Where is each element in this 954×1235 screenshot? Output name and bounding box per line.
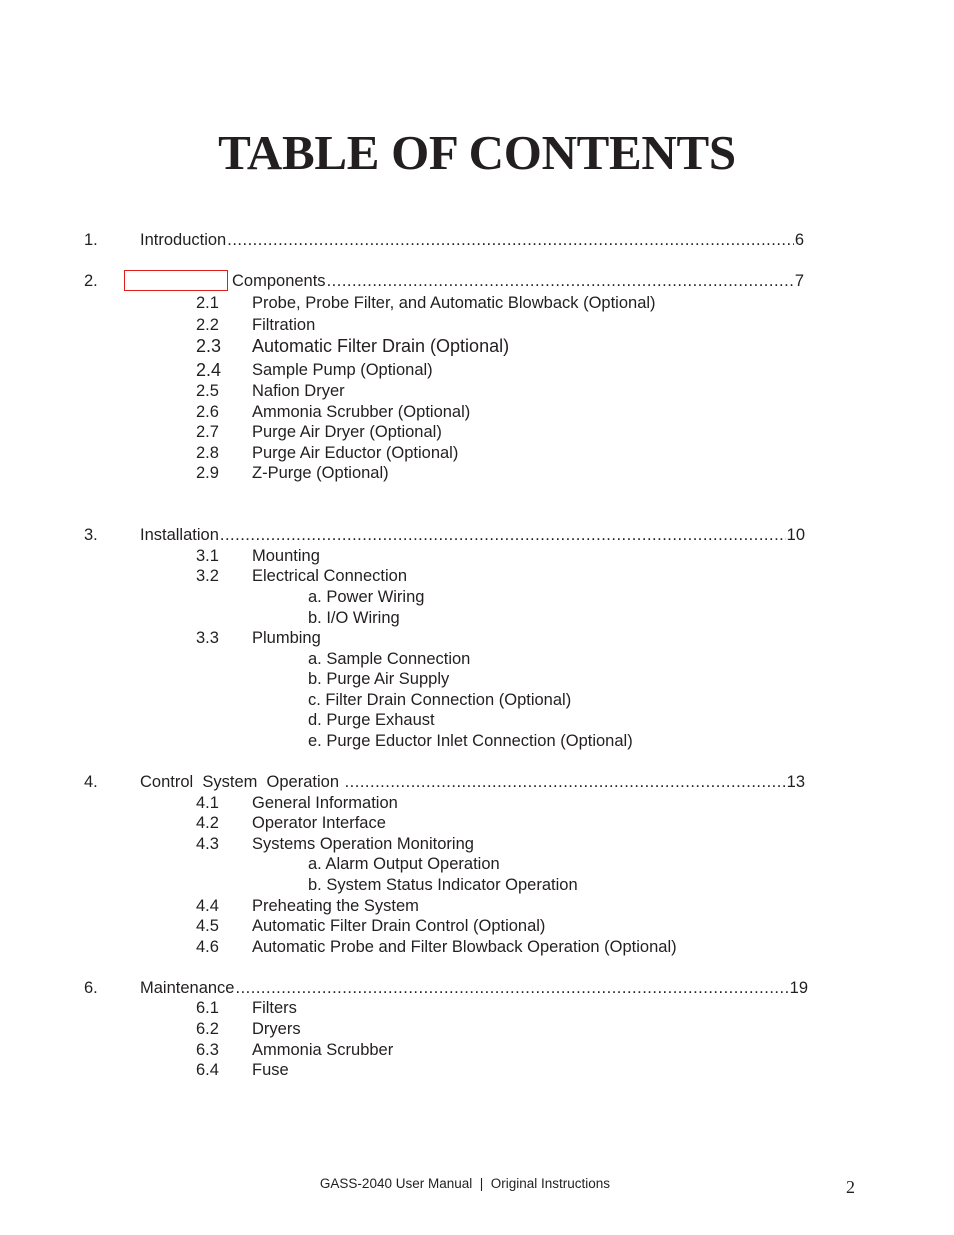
subsection-label: Ammonia Scrubber (Optional) bbox=[252, 403, 471, 421]
subsection-label: Ammonia Scrubber bbox=[252, 1041, 394, 1059]
dot-leader bbox=[327, 271, 794, 292]
subsection-number: 6.3 bbox=[196, 1041, 219, 1059]
subsection-label: Automatic Filter Drain Control (Optional) bbox=[252, 917, 546, 935]
toc-subentry[interactable] bbox=[0, 336, 954, 357]
toc-subentry[interactable] bbox=[0, 443, 954, 464]
section-page: 6 bbox=[794, 231, 804, 249]
subsubsection-label: d. Purge Exhaust bbox=[308, 711, 435, 729]
dot-leader bbox=[345, 772, 786, 793]
toc-subsubentry[interactable] bbox=[0, 731, 954, 752]
subsubsection-label: a. Alarm Output Operation bbox=[308, 855, 500, 873]
footer-text: GASS-2040 User Manual | Original Instructions bbox=[319, 1176, 611, 1191]
dot-leader bbox=[220, 525, 786, 546]
subsection-label: Automatic Filter Drain (Optional) bbox=[252, 336, 510, 356]
toc-entry-maintenance[interactable] bbox=[0, 978, 954, 999]
subsubsection-label: a. Power Wiring bbox=[308, 588, 425, 606]
toc-subentry[interactable] bbox=[0, 813, 954, 834]
subsubsection-label: e. Purge Eductor Inlet Connection (Optional) bbox=[308, 732, 633, 750]
subsubsection-label: c. Filter Drain Connection (Optional) bbox=[308, 691, 572, 709]
toc-subentry[interactable] bbox=[0, 628, 954, 649]
subsection-label: Electrical Connection bbox=[252, 567, 407, 585]
subsection-number: 2.2 bbox=[196, 316, 219, 334]
toc-subsubentry[interactable] bbox=[0, 854, 954, 875]
subsection-label: Filters bbox=[252, 999, 297, 1017]
dot-leader bbox=[235, 978, 788, 999]
subsubsection-label: b. System Status Indicator Operation bbox=[308, 876, 578, 894]
subsection-number: 3.3 bbox=[196, 629, 219, 647]
page-title: TABLE OF CONTENTS bbox=[218, 125, 736, 180]
subsection-label: Mounting bbox=[252, 547, 320, 565]
section-label: Control System Operation bbox=[140, 773, 344, 791]
subsection-label: Operator Interface bbox=[252, 814, 386, 832]
subsection-label: Purge Air Eductor (Optional) bbox=[252, 444, 459, 462]
section-number: 1. bbox=[84, 231, 98, 249]
subsection-number: 4.4 bbox=[196, 897, 219, 915]
section-number: 6. bbox=[84, 979, 98, 997]
subsection-label: Fuse bbox=[252, 1061, 289, 1079]
subsection-number: 3.2 bbox=[196, 567, 219, 585]
toc-subentry[interactable] bbox=[0, 1040, 954, 1061]
toc-subentry[interactable] bbox=[0, 566, 954, 587]
toc-subentry[interactable] bbox=[0, 422, 954, 443]
section-page: 7 bbox=[794, 272, 804, 290]
subsection-label: Sample Pump (Optional) bbox=[252, 361, 433, 379]
toc-subentry[interactable] bbox=[0, 402, 954, 423]
subsection-number: 2.4 bbox=[196, 360, 222, 380]
subsection-label: Systems Operation Monitoring bbox=[252, 835, 474, 853]
toc-subentry[interactable] bbox=[0, 896, 954, 917]
section-label: Installation bbox=[140, 526, 219, 544]
section-number: 4. bbox=[84, 773, 98, 791]
subsection-number: 2.8 bbox=[196, 444, 219, 462]
subsection-label: Filtration bbox=[252, 316, 316, 334]
toc-subentry[interactable] bbox=[0, 315, 954, 336]
toc-subsubentry[interactable] bbox=[0, 608, 954, 629]
section-number: 3. bbox=[84, 526, 98, 544]
subsection-number: 3.1 bbox=[196, 547, 219, 565]
dot-leader bbox=[227, 230, 794, 251]
section-page: 10 bbox=[786, 526, 805, 544]
subsubsection-label: b. Purge Air Supply bbox=[308, 670, 450, 688]
subsection-number: 2.5 bbox=[196, 382, 219, 400]
toc-subsubentry[interactable] bbox=[0, 587, 954, 608]
subsection-number: 2.3 bbox=[196, 336, 222, 356]
section-label: Introduction bbox=[140, 231, 227, 249]
subsection-number: 2.1 bbox=[196, 294, 219, 312]
subsection-number: 2.7 bbox=[196, 423, 219, 441]
subsection-number: 2.6 bbox=[196, 403, 219, 421]
toc-subentry[interactable] bbox=[0, 360, 954, 381]
subsection-number: 4.1 bbox=[196, 794, 219, 812]
subsection-number: 6.2 bbox=[196, 1020, 219, 1038]
subsubsection-label: b. I/O Wiring bbox=[308, 609, 400, 627]
toc-subentry[interactable] bbox=[0, 998, 954, 1019]
toc-entry-introduction[interactable] bbox=[0, 230, 954, 251]
page-number: 2 bbox=[846, 1177, 855, 1197]
toc-subsubentry[interactable] bbox=[0, 669, 954, 690]
section-page: 19 bbox=[789, 979, 808, 997]
subsection-number: 6.1 bbox=[196, 999, 219, 1017]
subsection-label: Plumbing bbox=[252, 629, 321, 647]
section-label: Components bbox=[232, 272, 326, 290]
subsection-label: Z-Purge (Optional) bbox=[252, 464, 389, 482]
toc-subentry[interactable] bbox=[0, 793, 954, 814]
toc-subentry[interactable] bbox=[0, 916, 954, 937]
section-page: 13 bbox=[786, 773, 805, 791]
subsection-number: 4.2 bbox=[196, 814, 219, 832]
subsection-number: 4.3 bbox=[196, 835, 219, 853]
subsection-number: 4.6 bbox=[196, 938, 219, 956]
toc-subentry[interactable] bbox=[0, 937, 954, 958]
toc-entry-control-system-operation[interactable] bbox=[0, 772, 954, 793]
section-number: 2. bbox=[84, 272, 98, 290]
subsection-number: 2.9 bbox=[196, 464, 219, 482]
toc-subsubentry[interactable] bbox=[0, 875, 954, 896]
toc-entry-components[interactable] bbox=[0, 271, 954, 292]
toc-entry-installation[interactable] bbox=[0, 525, 954, 546]
toc-subentry[interactable] bbox=[0, 834, 954, 855]
toc-subentry[interactable] bbox=[0, 1060, 954, 1081]
subsection-label: Nafion Dryer bbox=[252, 382, 345, 400]
toc-subentry[interactable] bbox=[0, 1019, 954, 1040]
toc-subentry[interactable] bbox=[0, 293, 954, 314]
toc-subsubentry[interactable] bbox=[0, 690, 954, 711]
subsection-number: 4.5 bbox=[196, 917, 219, 935]
subsection-label: Purge Air Dryer (Optional) bbox=[252, 423, 442, 441]
section-label: Maintenance bbox=[140, 979, 235, 997]
toc-subentry[interactable] bbox=[0, 381, 954, 402]
subsubsection-label: a. Sample Connection bbox=[308, 650, 471, 668]
subsection-label: Automatic Probe and Filter Blowback Operation (Optional) bbox=[252, 938, 677, 956]
subsection-label: General Information bbox=[252, 794, 398, 812]
toc-subsubentry[interactable] bbox=[0, 649, 954, 670]
toc-subentry[interactable] bbox=[0, 546, 954, 567]
subsection-number: 6.4 bbox=[196, 1061, 219, 1079]
toc-subentry[interactable] bbox=[0, 463, 954, 484]
subsection-label: Dryers bbox=[252, 1020, 301, 1038]
toc-subsubentry[interactable] bbox=[0, 710, 954, 731]
subsection-label: Preheating the System bbox=[252, 897, 419, 915]
subsection-label: Probe, Probe Filter, and Automatic Blowback (Optional) bbox=[252, 294, 656, 312]
